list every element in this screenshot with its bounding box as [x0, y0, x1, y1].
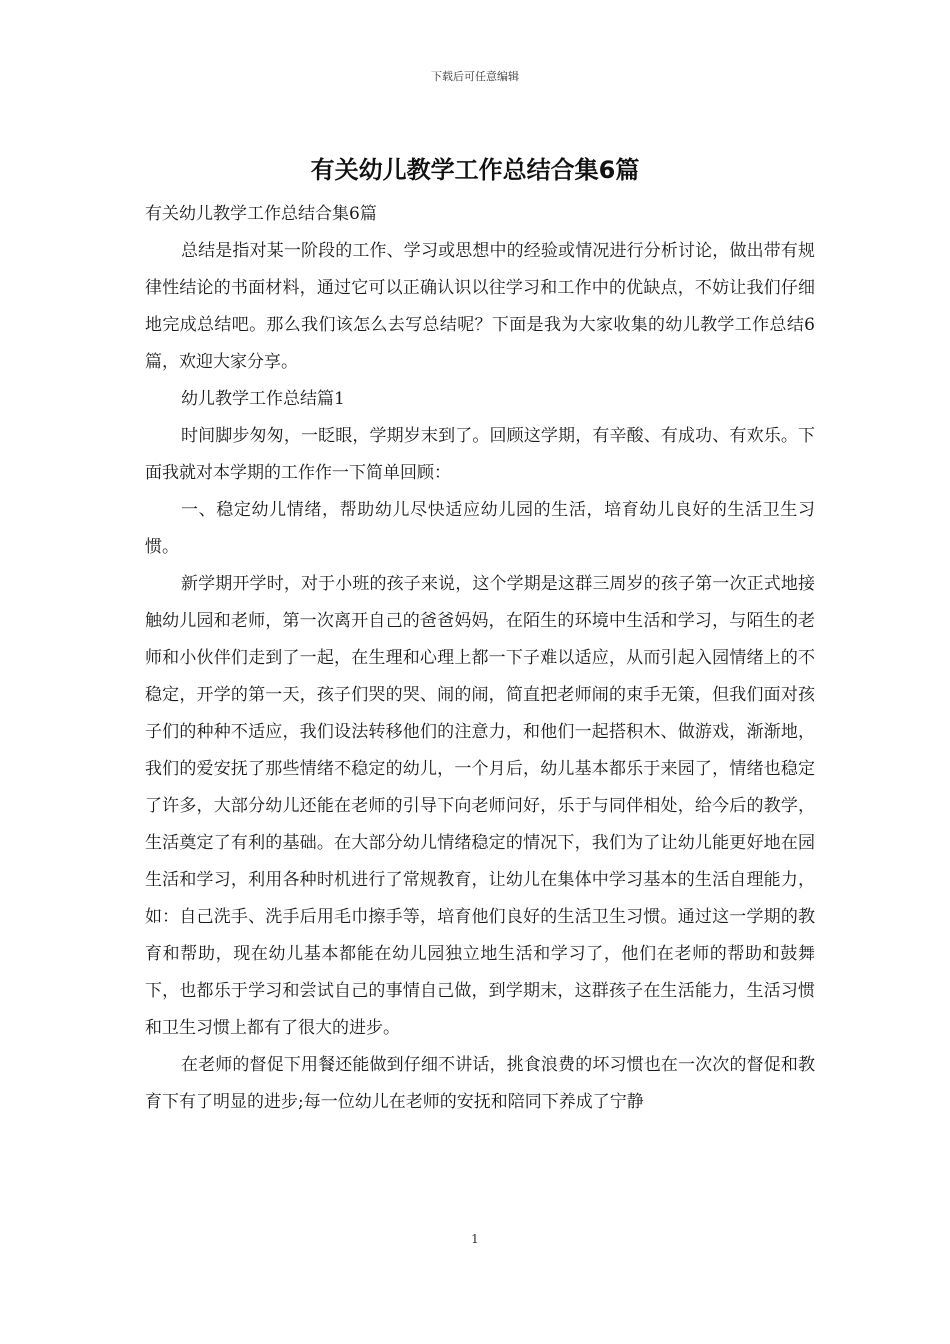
- body-paragraph: 新学期开学时，对于小班的孩子来说，这个学期是这群三周岁的孩子第一次正式地接触幼儿园和老师，第一次离开自己的爸爸妈妈，在陌生的环境中生活和学习，与陌生的老师和小伙伴们走到了一起，在生理和心理上都一下子难以适应，从而引起入园情绪上的不稳定，开学的第一天，孩子们哭的哭、闹的闹，简直把老师闹的束手无策，但我们面对孩子们的种种不适应，我们设法转移他们的注意力，和他们一起搭积木、做游戏，渐渐地，我们的爱安抚了那些情绪不稳定的幼儿，一个月后，幼儿基本都乐于来园了，情绪也稳定了许多，大部分幼儿还能在老师的引导下向老师问好，乐于与同伴相处，给今后的教学，生活奠定了有利的基础。在大部分幼儿情绪稳定的情况下，我们为了让幼儿能更好地在园生活和学习，利用各种时机进行了常规教育，让幼儿在集体中学习基本的生活自理能力，如：自己洗手、洗手后用毛巾擦手等，培育他们良好的生活卫生习惯。通过这一学期的教育和帮助，现在幼儿基本都能在幼儿园独立地生活和学习了，他们在老师的帮助和鼓舞下，也都乐于学习和尝试自己的事情自己做，到学期末，这群孩子在生活能力，生活习惯和卫生习惯上都有了很大的进步。: [145, 574, 815, 1038]
- intro-paragraph: 总结是指对某一阶段的工作、学习或思想中的经验或情况进行分析讨论，做出带有规律性结论的书面材料，通过它可以正确认识以往学习和工作中的优缺点，不妨让我们仔细地完成总结吧。那么我们该怎么去写总结呢？下面是我为大家收集的幼儿教学工作总结6篇，欢迎大家分享。: [145, 241, 815, 372]
- body-paragraph: 时间脚步匆匆，一眨眼，学期岁末到了。回顾这学期，有辛酸、有成功、有欢乐。下面我就对本学期的工作作一下简单回顾：: [145, 426, 815, 483]
- document-body: [145, 196, 815, 1121]
- page-number: 1: [471, 1232, 479, 1246]
- section-heading: 幼儿教学工作总结篇1: [181, 389, 345, 409]
- document-title: 有关幼儿教学工作总结合集6篇: [310, 156, 640, 184]
- body-paragraph: 一、稳定幼儿情绪，帮助幼儿尽快适应幼儿园的生活，培育幼儿良好的生活卫生习惯。: [145, 500, 815, 557]
- body-paragraph: 在老师的督促下用餐还能做到仔细不讲话，挑食浪费的坏习惯也在一次次的督促和教育下有了明显的进步;每一位幼儿在老师的安抚和陪同下养成了宁静: [145, 1055, 815, 1112]
- page-header-note: 下载后可任意编辑: [431, 70, 519, 83]
- document-subtitle: 有关幼儿教学工作总结合集6篇: [145, 204, 377, 224]
